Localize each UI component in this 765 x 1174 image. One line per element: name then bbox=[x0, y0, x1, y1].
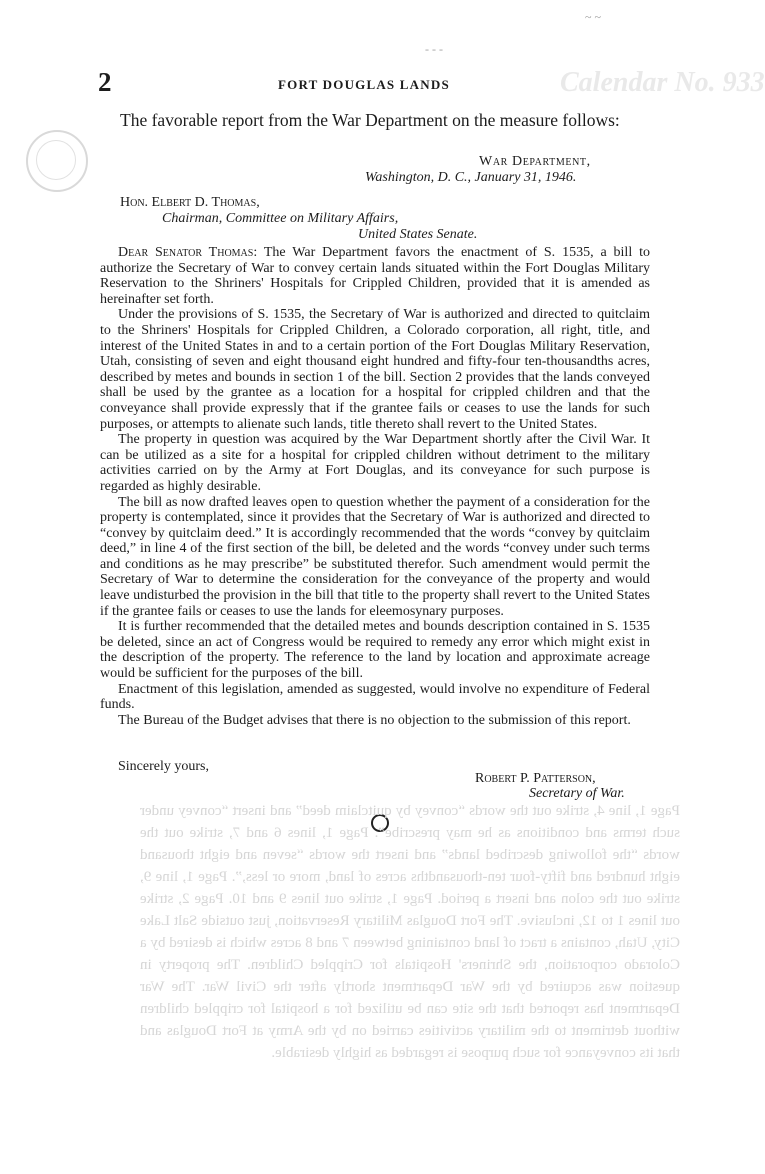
library-stamp bbox=[26, 130, 88, 192]
running-head: FORT DOUGLAS LANDS bbox=[278, 77, 450, 92]
addressee-organization: United States Senate. bbox=[358, 227, 478, 242]
letterhead-department: War Department, bbox=[479, 154, 591, 169]
paragraph-6: Enactment of this legislation, amended as suggested, would involve no expenditure of Federal funds. bbox=[100, 681, 650, 713]
salutation: Dear Senator Thomas: bbox=[118, 245, 258, 260]
paragraph-1-text: The War Department favors the enactment of S. 1535, a bill to authorize the Secretary of War to convey certain lands situated within the Fort Douglas Military Reservation to the Shriners' Hospitals for Crippled Children, provided that it is amended as hereinafter set forth. bbox=[100, 245, 650, 307]
signer-name: Robert P. Patterson, bbox=[475, 771, 596, 786]
signer-title: Secretary of War. bbox=[529, 786, 625, 801]
intro-text: The favorable report from the War Department on the measure follows: bbox=[120, 110, 620, 130]
page-header bbox=[98, 67, 658, 103]
signature-block bbox=[475, 771, 625, 801]
paragraph-5: It is further recommended that the detailed metes and bounds description contained in S. 1535 be deleted, since an act of Congress would be required to remedy any error which might exist in the description of the property. The reference to the land by location and approximate acreage would be sufficient for the purposes of the bill. bbox=[100, 619, 650, 682]
addressee-block bbox=[120, 195, 477, 243]
margin-mark: - - - bbox=[425, 42, 443, 56]
addressee-name: Hon. Elbert D. Thomas, bbox=[120, 195, 260, 210]
letter-closing: Sincerely yours, bbox=[118, 759, 209, 774]
bleed-through-calendar: Calendar No. 933 bbox=[560, 67, 765, 98]
paragraph-7: The Bureau of the Budget advises that there is no objection to the submission of this report. bbox=[118, 712, 631, 728]
bleed-through-text: Page 1, line 4, strike out the words “convey by quitclaim deed” and insert “convey under such terms and conditions as he may prescribe”. Page 1, lines 6 and 7, strike out the words “the following described lands” and insert the words “seven and eight thousand eight hundred and fifty-four ten-thousandths acres of land, more or less,”. Page 1, line 9, strike out the colon and insert a period. Page 1, strike out lines 9 and 10. Page 2, strike out lines 1 to 12, inclusive. The Fort Douglas Military Reservation, just outside Salt Lake City, Utah, contains a tract of land containing between 7 and 8 acres which is desired by a Colorado corporation, the Shriners' Hospitals for Crippled Children. The property in question was acquired by the War Department shortly after the Civil War. The War Department has reported that the site can be utilized for a hospital for crippled children without detriment to the military activities carried on by the Army at Fort Douglas and that its conveyance for such purpose is regarded as highly desirable. bbox=[140, 803, 680, 1061]
letter-dateline: Washington, D. C., January 31, 1946. bbox=[365, 170, 577, 185]
margin-mark: ~ ~ bbox=[585, 10, 601, 24]
letter-body bbox=[100, 245, 650, 728]
paragraph-2: Under the provisions of S. 1535, the Secretary of War is authorized and directed to quitclaim to the Shriners' Hospitals for Crippled Children, a Colorado corporation, all right, title, and interest of the United States in and to a certain portion of the Fort Douglas Military Reservation, Utah, consisting of seven and eight thousand eight hundred and fifty-four ten-thousandths acres, described by metes and bounds in section 1 of the bill. Section 2 provides that the lands conveyed shall be used by the grantee as a location for a hospital for crippled children and that the conveyance shall provide expressly that if the grantee fails or ceases to use the lands for such purposes, or attempts to alienate such lands, title thereto shall revert to the United States. bbox=[100, 307, 650, 432]
paragraph-1 bbox=[100, 245, 650, 307]
paragraph-3: The property in question was acquired by the War Department shortly after the Civil War. It can be utilized as a site for a hospital for crippled children without detriment to the military activities carried on by the Army at Fort Douglas, and its conveyance for such purpose is regarded as highly desirable. bbox=[100, 432, 650, 494]
page-number: 2 bbox=[98, 67, 112, 97]
addressee-title: Chairman, Committee on Military Affairs, bbox=[162, 211, 399, 226]
paragraph-4: The bill as now drafted leaves open to question whether the payment of a consideration for the property is contemplated, since it provides that the Secretary of War is authorized and directed to “convey by quitclaim deed.” It is accordingly recommended that the words “convey by quitclaim deed,” in line 4 of the first section of the bill, be deleted and the words “convey under such terms and conditions as he may prescribe” be substituted therefor. Such amendment would permit the Secretary of War to determine the consideration for the conveyance of the property and would leave undisturbed the provision in the bill that title to the property shall revert to the United States if the grantee fails or ceases to use the lands for eleemosynary purposes. bbox=[100, 494, 650, 619]
